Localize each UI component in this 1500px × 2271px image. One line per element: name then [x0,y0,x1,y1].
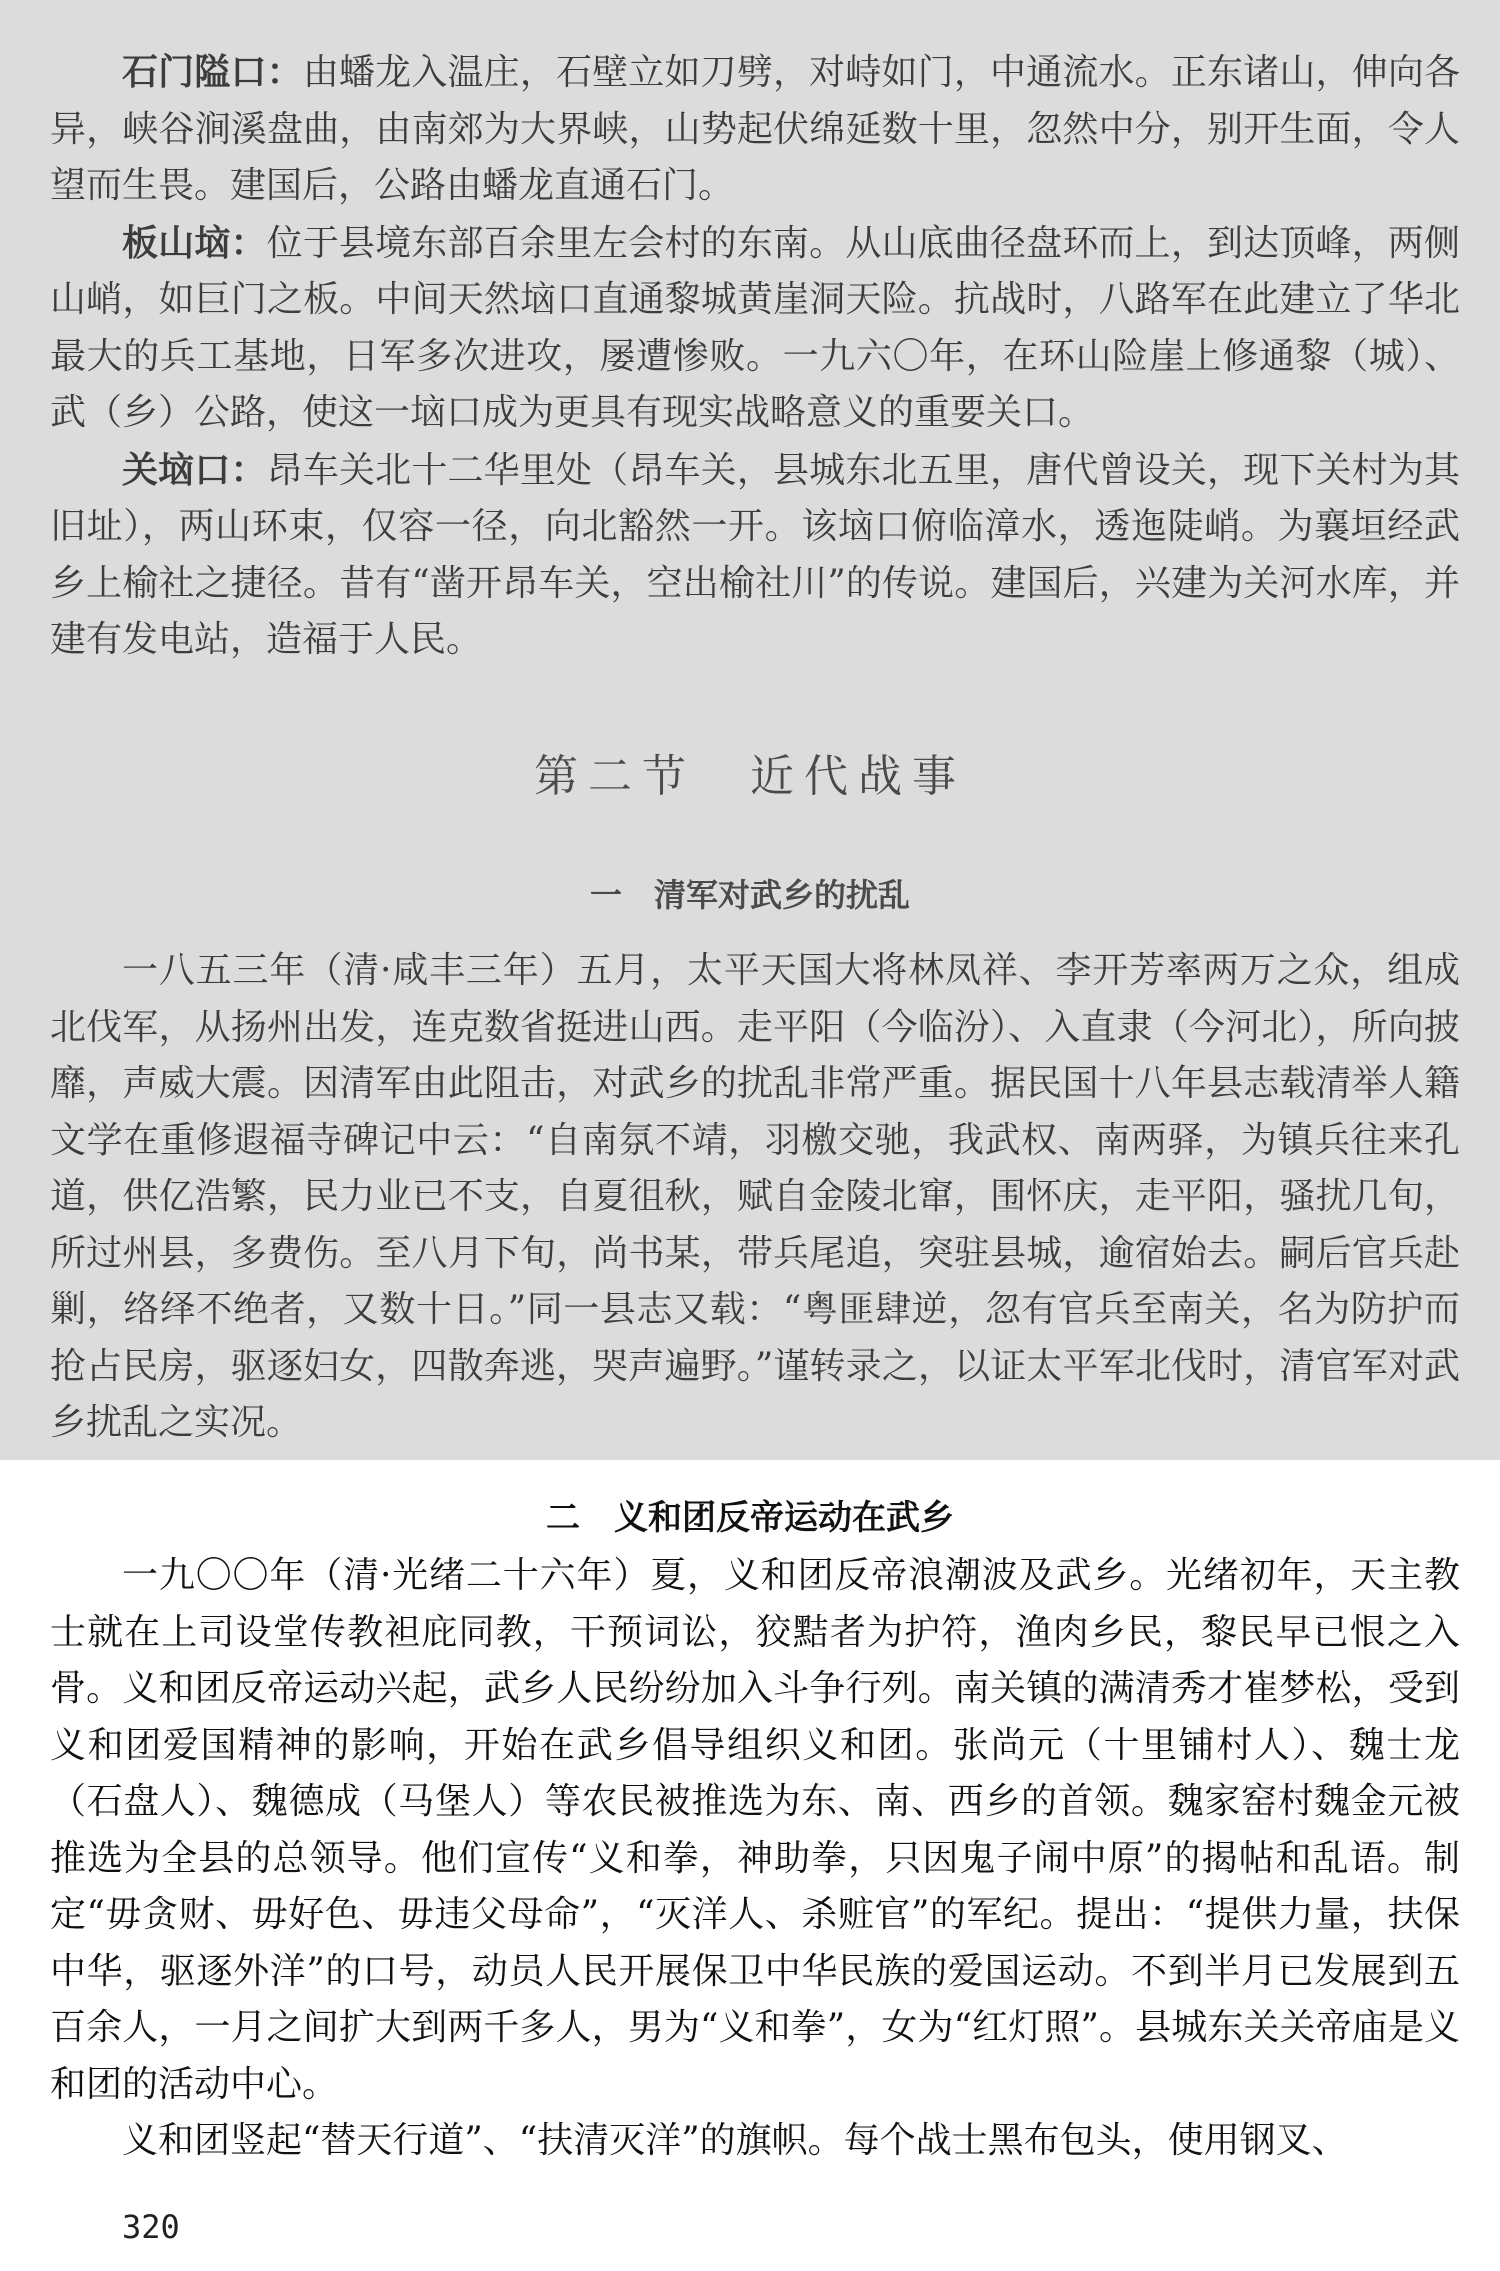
pass-paragraph-shimen [50,44,1460,215]
pass-description: 由蟠龙入温庄，石壁立如刀劈，对峙如门，中通流水。正东诸山，伸向各异，峡谷涧溪盘曲，由南郊为大界峡，山势起伏绵延数十里，忽然中分，别开生面，令人望而生畏。建国后，公路由蟠龙直通石门。 [50,52,1460,206]
passes-section [50,44,1460,669]
pass-description: 位于县境东部百余里左会村的东南。从山底曲径盘环而上，到达顶峰，两侧山峭，如巨门之板。中间天然垴口直通黎城黄崖洞天险。抗战时，八路军在此建立了华北最大的兵工基地，日军多次进攻，屡遭惨败。一九六〇年，在环山险崖上修通黎（城）、武（乡）公路，使这一垴口成为更具有现实战略意义的重要关口。 [50,222,1460,433]
pass-term: 板山垴： [122,221,267,264]
subsection-title-1: 一 清军对武乡的扰乱 [589,876,910,914]
subsection-title-2: 二 义和团反帝运动在武乡 [546,1498,954,1538]
current-page-region [0,1460,1500,2271]
pass-paragraph-banshan [50,215,1460,442]
boxer-section [50,1548,1460,2170]
body-paragraph: 义和团竖起“替天行道”、“扶清灭洋”的旗帜。每个战士黑布包头，使用钢叉、 [122,2120,1348,2161]
body-paragraph: 一八五三年（清·咸丰三年）五月，太平天国大将林凤祥、李开芳率两万之众，组成北伐军，从扬州出发，连克数省挺进山西。走平阳（今临汾）、入直隶（今河北），所向披靡，声威大震。因清军由此阻击，对武乡的扰乱非常严重。据民国十八年县志载清举人籍文学在重修遐福寺碑记中云：“自南氛不靖，羽檄交驰，我武权、南两驿，为镇兵往来孔道，供亿浩繁，民力业已不支，自夏徂秋，赋自金陵北窜，围怀庆，走平阳，骚扰几旬，所过州县，多费伤。至八月下旬，尚书某，带兵尾追，突驻县城，逾宿始去。嗣后官兵赴剿，络绎不绝者，又数十日。”同一县志又载：“粤匪肆逆，忽有官兵至南关，名为防护而抢占民房，驱逐妇女，四散奔逃，哭声遍野。”谨转录之，以证太平军北伐时，清官军对武乡扰乱之实况。 [50,950,1460,1443]
body-paragraph: 一九〇〇年（清·光绪二十六年）夏，义和团反帝浪潮波及武乡。光绪初年，天主教士就在上司设堂传教袒庇同教，干预词讼，狡黠者为护符，渔肉乡民，黎民早已恨之入骨。义和团反帝运动兴起，武乡人民纷纷加入斗争行列。南关镇的满清秀才崔梦松，受到义和团爱国精神的影响，开始在武乡倡导组织义和团。张尚元（十里铺村人）、魏士龙（石盘人）、魏德成（马堡人）等农民被推选为东、南、西乡的首领。魏家窑村魏金元被推选为全县的总领导。他们宣传“义和拳，神助拳，只因鬼子闹中原”的揭帖和乱语。制定“毋贪财、毋好色、毋违父母命”，“灭洋人、杀赃官”的军纪。提出：“提供力量，扶保中华，驱逐外洋”的口号，动员人民开展保卫中华民族的爱国运动。不到半月已发展到五百余人，一月之间扩大到两千多人，男为“义和拳”，女为“红灯照”。县城东关关帝庙是义和团的活动中心。 [50,1555,1460,2105]
pass-term: 石门隘口： [122,51,303,93]
page-number: 320 [122,2208,180,2246]
section-title: 第二节 近代战事 [534,751,966,802]
pass-term: 关垴口： [122,448,267,491]
pass-description: 昂车关北十二华里处（昂车关，县城东北五里，唐代曾设关，现下关村为其旧址），两山环束，仅容一径，向北豁然一开。该垴口俯临漳水，透迤陡峭。为襄垣经武乡上榆社之捷径。昔有“凿开昂车关，空出榆社川”的传说。建国后，兴建为关河水库，并建有发电站，造福于人民。 [50,449,1460,660]
pass-paragraph-guan [50,442,1460,669]
qing-army-section [50,943,1460,1452]
